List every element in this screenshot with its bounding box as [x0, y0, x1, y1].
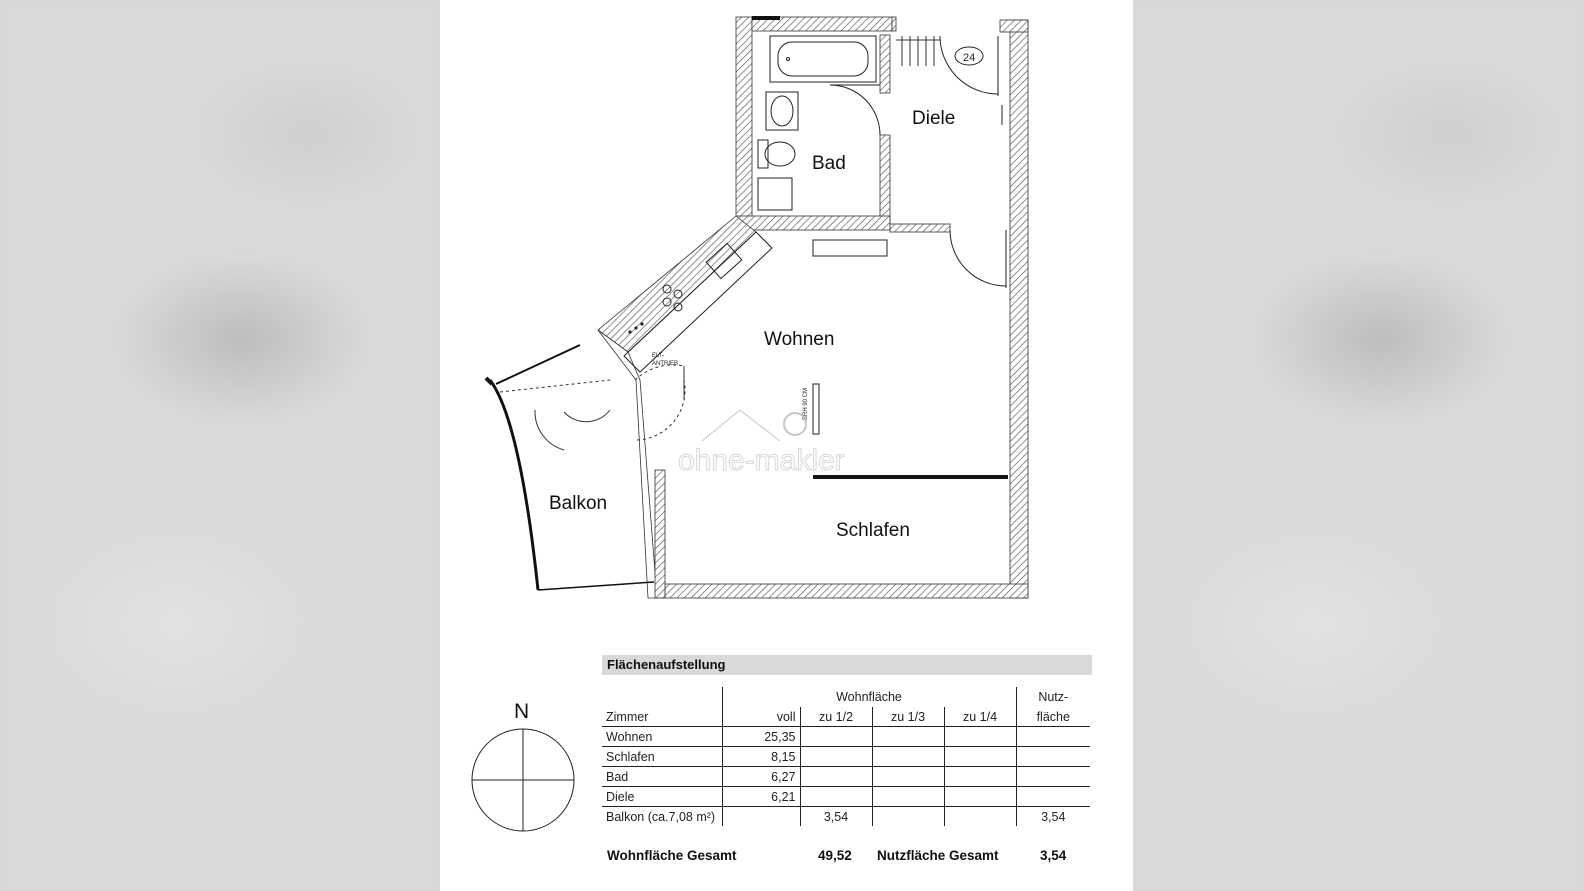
blurred-background-left: [0, 0, 440, 891]
toilet: [758, 140, 795, 168]
total-wohnflaeche-value: 49,52: [818, 848, 852, 863]
elt-antrieb-label-2: ANTRIEB: [652, 361, 679, 367]
blurred-background-right: [1133, 0, 1584, 891]
table-row: [602, 767, 1090, 787]
header-zu13: zu 1/3: [872, 707, 944, 727]
header-zimmer: Zimmer: [602, 707, 722, 727]
cell-zu13: [872, 807, 944, 827]
header-nutz-line2: fläche: [1016, 707, 1090, 727]
cell-nutz: [1016, 747, 1090, 767]
cell-zimmer: Wohnen: [602, 727, 722, 747]
floor-plan: [440, 0, 1133, 640]
bath-door: [830, 85, 880, 135]
cell-voll: 25,35: [722, 727, 800, 747]
cell-zimmer: Diele: [602, 787, 722, 807]
compass-north-label: N: [514, 700, 530, 723]
cell-zu14: [944, 807, 1016, 827]
bathtub: [770, 36, 876, 82]
cell-voll: [722, 807, 800, 827]
apartment-number-badge: [955, 47, 983, 65]
area-table: [602, 655, 1092, 826]
room-label-wohnen: Wohnen: [764, 329, 835, 350]
table-row: [602, 727, 1090, 747]
elt-antrieb-label-1: ELT-: [652, 353, 665, 359]
wardrobe: [896, 36, 940, 66]
header-wohnflaeche: Wohnfläche: [722, 687, 1016, 707]
cell-nutz: [1016, 787, 1090, 807]
walls: [598, 17, 1028, 598]
cell-zu12: [800, 767, 872, 787]
cell-zu13: [872, 727, 944, 747]
table-row: [602, 807, 1090, 827]
cell-zu14: [944, 767, 1016, 787]
bath-cabinet: [758, 178, 792, 210]
compass: [470, 727, 576, 833]
header-nutz-line1: Nutz-: [1016, 687, 1090, 707]
table-row: [602, 787, 1090, 807]
cell-zu14: [944, 727, 1016, 747]
cell-zu13: [872, 747, 944, 767]
cell-zimmer: Schlafen: [602, 747, 722, 767]
cell-nutz: 3,54: [1016, 807, 1090, 827]
balcony-doors: [500, 365, 685, 450]
partition-wall: [813, 384, 819, 434]
cell-zu12: [800, 747, 872, 767]
area-table-title: Flächenaufstellung: [602, 655, 1092, 675]
diele-door: [950, 230, 1006, 288]
header-voll: voll: [722, 707, 800, 727]
total-nutzflaeche-value: 3,54: [1040, 848, 1067, 863]
cell-nutz: [1016, 767, 1090, 787]
cell-voll: 6,27: [722, 767, 800, 787]
room-label-diele: Diele: [912, 108, 956, 129]
total-wohnflaeche-label: Wohnfläche Gesamt: [607, 848, 737, 863]
cell-zu12: 3,54: [800, 807, 872, 827]
cell-zu12: [800, 727, 872, 747]
room-label-balkon: Balkon: [549, 493, 608, 514]
room-label-schlafen: Schlafen: [836, 520, 910, 541]
total-nutzflaeche-label: Nutzfläche Gesamt: [877, 848, 999, 863]
cell-voll: 6,21: [722, 787, 800, 807]
cell-zu13: [872, 767, 944, 787]
cell-zu14: [944, 747, 1016, 767]
radiator: [813, 240, 887, 256]
watermark-text: ohne-makler: [678, 444, 845, 477]
header-zu12: zu 1/2: [800, 707, 872, 727]
floor-plan-sheet: [440, 0, 1133, 891]
washbasin: [766, 92, 798, 130]
cell-zu14: [944, 787, 1016, 807]
cell-zimmer: Bad: [602, 767, 722, 787]
cell-nutz: [1016, 727, 1090, 747]
apartment-number: 24: [963, 52, 976, 64]
cell-zu13: [872, 787, 944, 807]
room-label-bad: Bad: [812, 153, 846, 174]
cell-voll: 8,15: [722, 747, 800, 767]
table-row: [602, 747, 1090, 767]
brh-label: BRH 90 CM: [803, 387, 809, 420]
watermark-logo: [678, 410, 845, 477]
cell-zimmer: Balkon (ca.7,08 m²): [606, 809, 716, 824]
header-zu14: zu 1/4: [944, 707, 1016, 727]
cell-zu12: [800, 787, 872, 807]
